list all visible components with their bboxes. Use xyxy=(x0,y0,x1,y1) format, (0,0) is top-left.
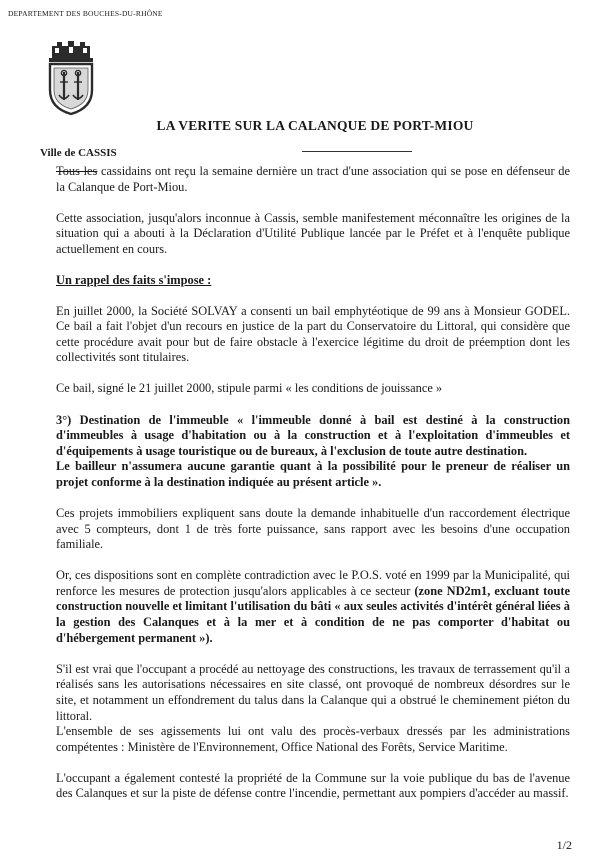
city-name: Ville de CASSIS xyxy=(40,147,117,159)
paragraph-ownership: L'occupant a également contesté la propriété de la Commune sur la voie publique du bas de l'avenue des Calanques et sur la piste de défense contre l'incendie, permettant aux pompiers d'accéder au massif. xyxy=(56,770,570,801)
paragraph-intro xyxy=(56,164,570,195)
paragraph-conditions: Ce bail, signé le 21 juillet 2000, stipule parmi « les conditions de jouissance » xyxy=(56,381,443,396)
section-heading: Un rappel des faits s'impose : xyxy=(56,272,212,287)
page-number: 1/2 xyxy=(556,838,572,852)
destination-clause: 3°) Destination de l'immeuble « l'immeuble donné à bail est destiné à la construction d'immeubles à usage d'habitation ou à la construction et à l'exploitation d'immeubles et d'équipements à usage touristique ou de bureaux, à l'exclusion de toute autre destination. xyxy=(56,412,570,458)
struck-text: Tous les xyxy=(56,164,98,178)
paragraph-destination xyxy=(56,413,570,460)
paragraph-pos xyxy=(56,568,570,646)
title-underline xyxy=(302,151,412,152)
paragraph-works: S'il est vrai que l'occupant a procédé au nettoyage des constructions, les travaux de terrassement qu'il a réalisés sans les autorisations nécessaires en site classé, ont provoqué de nombreux désordres sur le site, et notamment un effondrement du talus dans la Calanque qui a obstrué le cheminement piéton du littoral. xyxy=(56,661,570,723)
paragraph-reports: L'ensemble de ses agissements lui ont valu des procès-verbaux dressés par les administrations compétentes : Ministère de l'Environnement, Office National des Forêts, Service Maritime. xyxy=(56,724,570,754)
paragraph-association: Cette association, jusqu'alors inconnue à Cassis, semble manifestement méconnaître les origines de la situation qui a abouti à la Déclaration d'Utilité Publique lancée par le Préfet et à l'enquête publique actuellement en cours. xyxy=(56,210,570,256)
page-title: LA VERITE SUR LA CALANQUE DE PORT-MIOU xyxy=(156,118,474,133)
coat-of-arms-icon xyxy=(46,40,96,116)
document-body xyxy=(56,164,570,818)
paragraph-guarantee xyxy=(56,459,570,490)
paragraph-intro-text: cassidains ont reçu la semaine dernière un tract d'une association qui se pose en défenseur de la Calanque de Port-Miou. xyxy=(56,164,570,194)
paragraph-bail: En juillet 2000, la Société SOLVAY a consenti un bail emphytéotique de 99 ans à Monsieur GODEL. Ce bail a fait l'objet d'un recours en justice de la part du Conservatoire du Littoral, qui considère que cette procédure avait pour but de faire obstacle à l'exercice légitime du droit de préemption dont les collectivités sont titulaires. xyxy=(56,303,570,365)
zone-clause: (zone ND2m1, excluant toute construction nouvelle et limitant l'utilisation du bâti « aux seules activités d'intérêt général liées à la gestion des Calanques et à la mer et à condition de ne pas comporter d'habitat ou d'hébergement permanent »). xyxy=(56,583,570,645)
department-header: DEPARTEMENT DES BOUCHES-DU-RHÔNE xyxy=(8,9,163,18)
paragraph-projects: Ces projets immobiliers expliquent sans doute la demande inhabituelle d'un raccordement électrique avec 5 compteurs, dont 1 de très forte puissance, sans rapport avec les besoins d'une occupation familiale. xyxy=(56,506,570,552)
pos-text: Or, ces dispositions sont en complète contradiction avec le P.O.S. voté en 1999 par la Municipalité, qui renforce les mesures de protection jusqu'alors applicables à ce secteur xyxy=(56,568,570,598)
guarantee-clause: Le bailleur n'assumera aucune garantie quant à la possibilité pour le preneur de réaliser un projet conforme à la destination indiquée au présent article ». xyxy=(56,459,570,489)
